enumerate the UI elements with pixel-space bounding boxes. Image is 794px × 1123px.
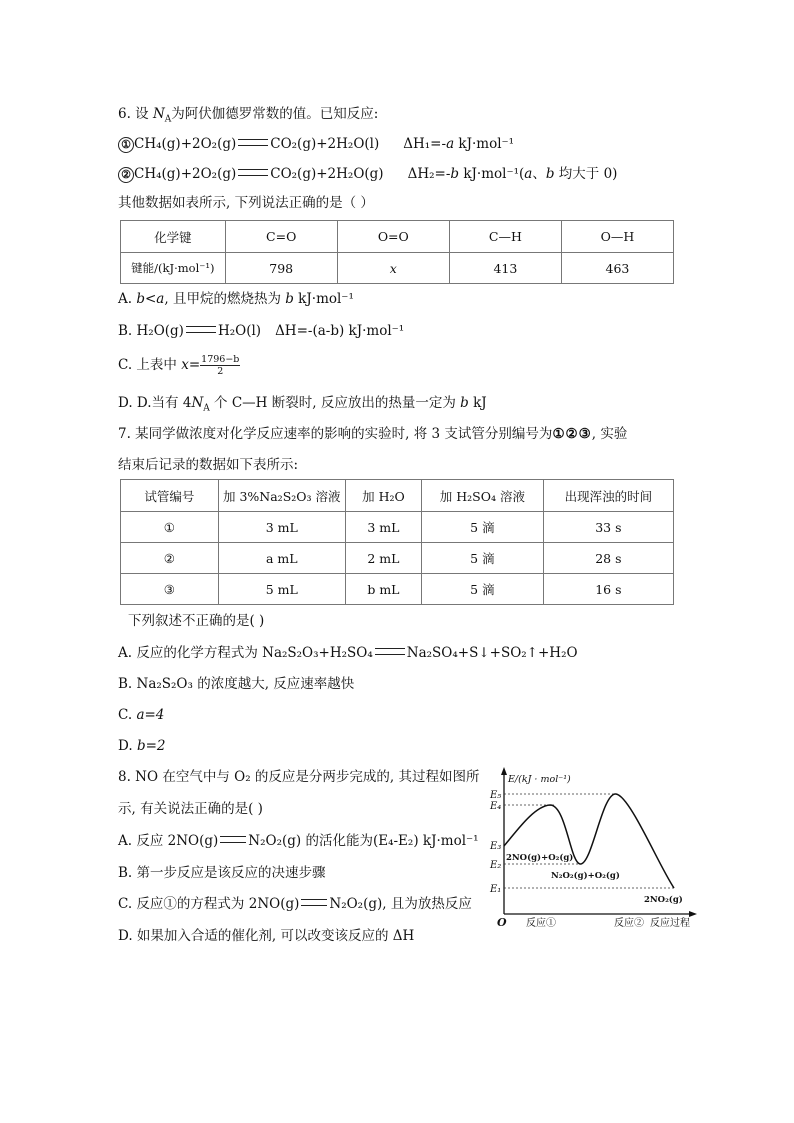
- equals-arrow: [238, 139, 268, 146]
- q7-stem-2: 结束后记录的数据如下表所示:: [118, 457, 299, 473]
- x-axis-arrow-icon: [689, 911, 697, 917]
- table-cell: 463: [561, 253, 673, 284]
- species-label: 2NO(g)+O₂(g): [506, 853, 574, 863]
- table-cell: 33 s: [543, 512, 673, 543]
- q7-data-table: [120, 479, 674, 605]
- q7-option-a: A. 反应的化学方程式为 Na₂S₂O₃+H₂SO₄ Na₂SO₄+S↓+SO₂↑+H₂O: [118, 645, 578, 661]
- equals-arrow: [220, 836, 246, 843]
- table-row: [121, 512, 674, 543]
- table-header: 化学键: [121, 221, 226, 253]
- table-cell: 413: [449, 253, 561, 284]
- q6-prompt: 其他数据如表所示, 下列说法正确的是（ ）: [118, 195, 374, 211]
- equals-arrow: [301, 899, 327, 906]
- q6-option-c: C. 上表中 x= $\frac{1796-b}{2}$: [118, 354, 240, 377]
- q7-stem-1: 7. 某同学做浓度对化学反应速率的影响的实验时, 将 3 支试管分别编号为①②③, 实验: [118, 426, 628, 442]
- table-row-label: 键能/(kJ·mol⁻¹): [121, 253, 226, 284]
- table-header: C—H: [449, 221, 561, 253]
- fraction: $\frac{1796-b}{2}$: [201, 354, 240, 377]
- table-cell: 5 滴: [422, 512, 544, 543]
- species-label: N₂O₂(g)+O₂(g): [551, 871, 620, 881]
- equals-arrow: [375, 648, 405, 655]
- table-cell: 5 滴: [422, 543, 544, 574]
- table-header: 出现浑浊的时间: [543, 480, 673, 512]
- table-cell: ②: [121, 543, 219, 574]
- equals-arrow: [238, 169, 268, 176]
- q7-option-d: D. b=2: [118, 738, 166, 754]
- q8-option-c: C. 反应①的方程式为 2NO(g) N₂O₂(g), 且为放热反应: [118, 896, 472, 912]
- y-axis-arrow-icon: [501, 767, 507, 775]
- table-header: C=O: [225, 221, 337, 253]
- x-label-reaction-2: 反应②: [614, 918, 644, 929]
- q7-option-c: C. a=4: [118, 707, 165, 723]
- q7-option-b: B. Na₂S₂O₃ 的浓度越大, 反应速率越快: [118, 676, 355, 692]
- level-label: E₂: [490, 860, 502, 871]
- q6-bond-energy-table: [120, 220, 674, 284]
- q6-option-a: A. b<a, 且甲烷的燃烧热为 b kJ·mol⁻¹: [118, 291, 354, 307]
- table-cell: 5 mL: [218, 574, 345, 605]
- q7-prompt: 下列叙述不正确的是( ): [128, 613, 265, 629]
- table-cell: 798: [225, 253, 337, 284]
- origin-label: O: [497, 916, 507, 929]
- energy-profile-diagram: [488, 764, 698, 936]
- q8-option-b: B. 第一步反应是该反应的决速步骤: [118, 865, 326, 881]
- level-label: E₁: [490, 884, 502, 895]
- table-cell: a mL: [218, 543, 345, 574]
- table-row: [121, 543, 674, 574]
- y-axis-label: E/(kJ · mol⁻¹): [508, 774, 571, 785]
- q6-option-b: B. H₂O(g) H₂O(l) ΔH=-(a-b) kJ·mol⁻¹: [118, 323, 405, 339]
- q8-option-a: A. 反应 2NO(g) N₂O₂(g) 的活化能为(E₄-E₂) kJ·mol⁻¹: [118, 833, 479, 849]
- table-cell: 2 mL: [345, 543, 421, 574]
- table-cell: ①: [121, 512, 219, 543]
- table-header: 加 3%Na₂S₂O₃ 溶液: [218, 480, 345, 512]
- q6-reaction-2: ② CH₄(g)+2O₂(g) CO₂(g)+2H₂O(g) ΔH₂=-b kJ·mol⁻¹(a、b 均大于 0): [118, 164, 617, 184]
- table-cell: 28 s: [543, 543, 673, 574]
- species-label: 2NO₂(g): [644, 895, 683, 905]
- level-label: E₄: [490, 801, 502, 812]
- table-row: [121, 574, 674, 605]
- x-axis-label: 反应过程: [650, 918, 690, 929]
- equals-arrow: [186, 326, 216, 333]
- table-header: 加 H₂O: [345, 480, 421, 512]
- table-header: 加 H₂SO₄ 溶液: [422, 480, 544, 512]
- table-cell: 16 s: [543, 574, 673, 605]
- table-cell: ③: [121, 574, 219, 605]
- q6-stem: 6. 设 $N_A$为阿伏伽德罗常数的值。已知反应:: [118, 106, 379, 125]
- q6-reaction-1: ① CH₄(g)+2O₂(g) CO₂(g)+2H₂O(l) ΔH₁=-a kJ·mol⁻¹: [118, 134, 514, 154]
- q8-option-d: D. 如果加入合适的催化剂, 可以改变该反应的 ΔH: [118, 928, 415, 944]
- level-label: E₃: [490, 841, 502, 852]
- table-cell: 5 滴: [422, 574, 544, 605]
- q6-option-d: D. D.当有 $4N_A$ 个 C—H 断裂时, 反应放出的热量一定为 b kJ: [118, 395, 487, 414]
- table-header: 试管编号: [121, 480, 219, 512]
- q8-stem-2: 示, 有关说法正确的是( ): [118, 801, 263, 817]
- table-cell: x: [337, 253, 449, 284]
- table-header: O=O: [337, 221, 449, 253]
- q8-stem-1: 8. NO 在空气中与 O₂ 的反应是分两步完成的, 其过程如图所: [118, 769, 480, 785]
- table-cell: b mL: [345, 574, 421, 605]
- table-cell: 3 mL: [345, 512, 421, 543]
- table-cell: 3 mL: [218, 512, 345, 543]
- table-header: O—H: [561, 221, 673, 253]
- x-label-reaction-1: 反应①: [526, 918, 556, 929]
- level-label: E₅: [490, 790, 502, 801]
